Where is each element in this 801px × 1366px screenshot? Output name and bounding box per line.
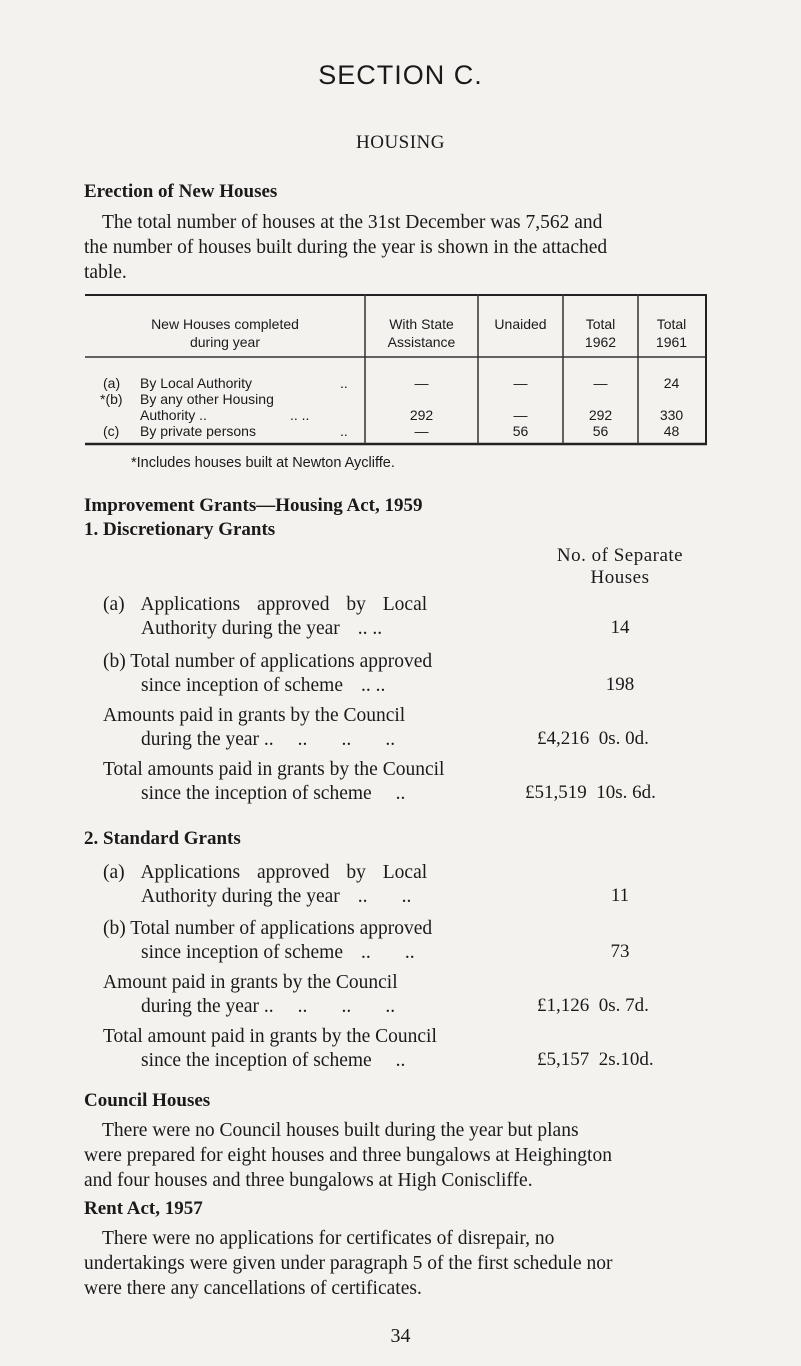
erection-line: The total number of houses at the 31st December was 7,562 and [102, 212, 603, 233]
row-label: By any other Housing [140, 391, 274, 407]
row-dots: .. [340, 423, 348, 439]
erection-heading: Erection of New Houses [84, 181, 278, 202]
council-line: and four houses and three bungalows at High Coniscliffe. [84, 1170, 533, 1191]
standard-value-c: £1,126 0s. 7d. [537, 995, 649, 1016]
item-line: (b) Total number of applications approved [103, 651, 433, 672]
row-value: 292 [409, 407, 434, 423]
item-line: Authority during the year [141, 618, 340, 639]
item-line: during the year .. [141, 996, 274, 1017]
item-line: Authority during the year [141, 886, 340, 907]
standard-item-d [103, 1025, 437, 1073]
header-line: 1962 [584, 334, 617, 350]
row-value: 56 [512, 423, 529, 439]
item-line: Amount paid in grants by the Council [103, 972, 398, 993]
discretionary-item-c [103, 704, 405, 752]
item-line: since the inception of scheme [141, 783, 372, 804]
row-value: 330 [659, 407, 684, 423]
header-line: during year [189, 334, 261, 350]
council-paragraph [84, 1118, 724, 1193]
row-mark: (c) [103, 423, 120, 439]
improvement-heading: Improvement Grants—Housing Act, 1959 [84, 495, 423, 516]
item-dots: .. .. [360, 942, 415, 963]
item-line: (a) Applications approved by Local [103, 862, 428, 883]
row-label: Authority .. [140, 407, 207, 423]
discretionary-heading: 1. Discretionary Grants [84, 519, 276, 540]
row-value: — [513, 407, 528, 423]
row-label: By Local Authority [140, 375, 253, 391]
discretionary-value-d: £51,519 10s. 6d. [525, 782, 656, 803]
rent-line: were there any cancellations of certificates. [84, 1278, 422, 1299]
standard-item-c [103, 971, 398, 1019]
standard-item-a [103, 861, 427, 909]
item-dots: .. .. [357, 886, 412, 907]
header-line: New Houses completed [151, 316, 299, 332]
item-line: (a) Applications approved by Local [103, 594, 428, 615]
header-line: Total [585, 316, 616, 332]
table-footnote: *Includes houses built at Newton Aycliffe. [131, 455, 395, 471]
header-line: Unaided [494, 316, 547, 332]
row-value: — [513, 375, 528, 391]
standard-value-b: 73 [610, 941, 630, 962]
item-dots: .. .. [360, 675, 386, 696]
header-line: Assistance [387, 334, 456, 350]
discretionary-value-c: £4,216 0s. 0d. [537, 728, 649, 749]
discretionary-value-b: 198 [605, 674, 635, 695]
discretionary-value-a: 14 [610, 617, 630, 638]
item-dots: .. .. .. [297, 996, 396, 1017]
section-title: SECTION C. [318, 60, 483, 90]
row-value: — [593, 375, 608, 391]
item-dots: .. .. [357, 618, 383, 639]
housing-title: HOUSING [356, 132, 445, 153]
item-line: during the year .. [141, 729, 274, 750]
rent-paragraph [84, 1226, 724, 1301]
item-dots: .. .. .. [297, 729, 396, 750]
council-line: were prepared for eight houses and three bungalows at Heighington [84, 1145, 612, 1166]
row-value: — [414, 375, 429, 391]
standard-heading: 2. Standard Grants [84, 828, 241, 849]
council-line: There were no Council houses built during the year but plans [102, 1120, 579, 1141]
column-header-line: Houses [590, 567, 650, 588]
row-value: — [414, 423, 429, 439]
row-value: 24 [663, 375, 680, 391]
row-value: 48 [663, 423, 680, 439]
separate-houses-header [495, 545, 745, 589]
header-line: 1961 [655, 334, 688, 350]
row-mark: *(b) [100, 391, 123, 407]
erection-paragraph [84, 210, 722, 285]
item-dots: .. [395, 1050, 406, 1071]
item-dots: .. [395, 783, 406, 804]
standard-value-a: 11 [610, 885, 630, 906]
rent-line: undertakings were given under paragraph 5 of the first schedule nor [84, 1253, 613, 1274]
item-line: since the inception of scheme [141, 1050, 372, 1071]
rent-heading: Rent Act, 1957 [84, 1198, 203, 1219]
erection-line: the number of houses built during the year is shown in the attached [84, 237, 608, 258]
item-line: Amounts paid in grants by the Council [103, 705, 406, 726]
item-line: Total amount paid in grants by the Council [103, 1026, 437, 1047]
rent-line: There were no applications for certificates of disrepair, no [102, 1228, 555, 1249]
row-value: 56 [592, 423, 609, 439]
table-grid [85, 294, 709, 446]
header-line: Total [656, 316, 687, 332]
row-value: 292 [588, 407, 613, 423]
item-line: since inception of scheme [141, 942, 343, 963]
erection-line: table. [84, 262, 127, 283]
row-label: By private persons [140, 423, 256, 439]
discretionary-item-b [103, 650, 432, 698]
item-line: (b) Total number of applications approved [103, 918, 433, 939]
standard-item-b [103, 917, 432, 965]
item-line: Total amounts paid in grants by the Council [103, 759, 445, 780]
discretionary-item-d [103, 758, 444, 806]
row-dots: .. [340, 375, 348, 391]
standard-value-d: £5,157 2s.10d. [537, 1049, 654, 1070]
item-line: since inception of scheme [141, 675, 343, 696]
header-line: With State [389, 316, 454, 332]
row-mark: (a) [103, 375, 121, 391]
council-heading: Council Houses [84, 1090, 211, 1111]
column-header-line: No. of Separate [556, 545, 684, 566]
discretionary-item-a [103, 593, 427, 641]
row-dots: .. .. [290, 407, 310, 423]
page-number: 34 [390, 1325, 411, 1347]
